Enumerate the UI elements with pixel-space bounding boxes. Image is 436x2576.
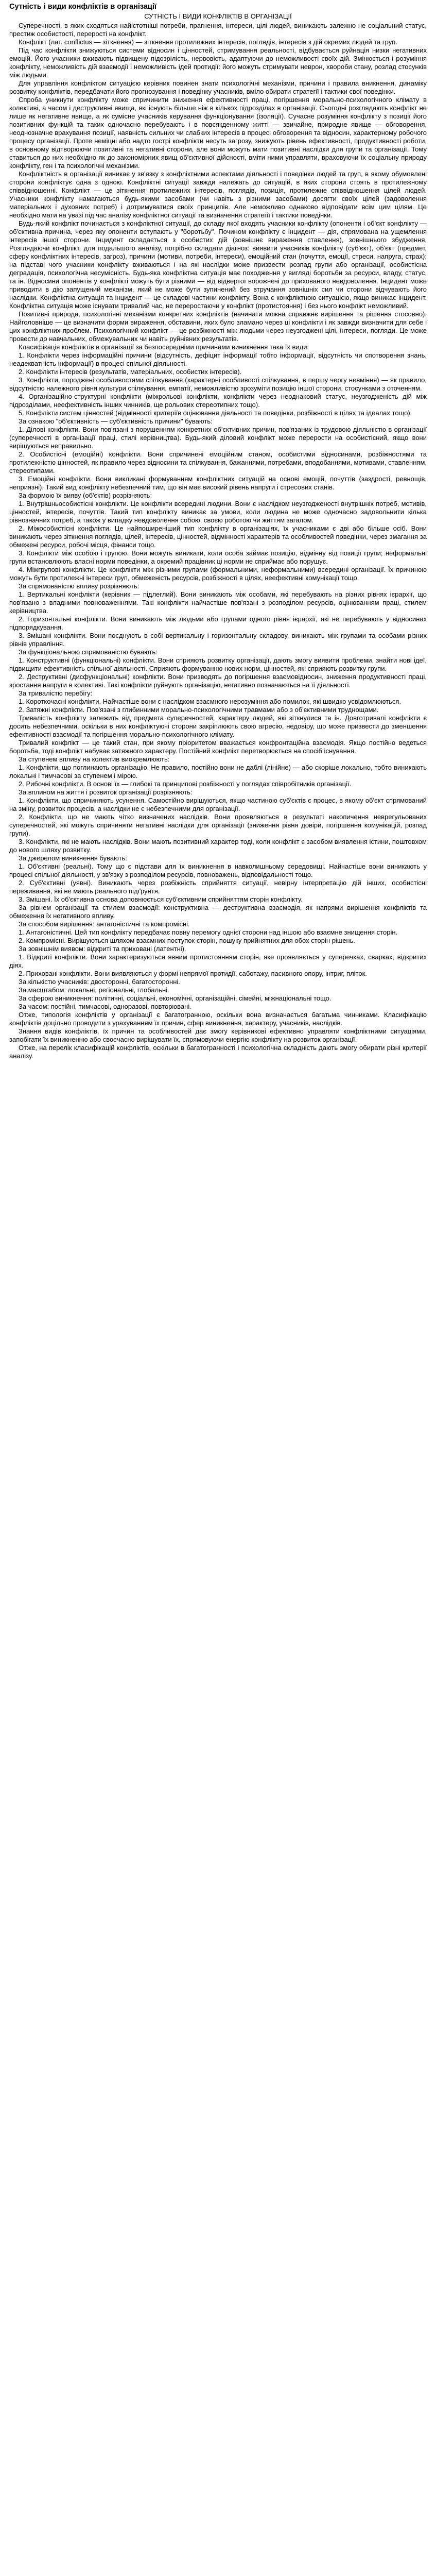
body-paragraph: За кількістю учасників: двосторонні, багатосторонні. — [19, 978, 180, 986]
body-paragraph: 1. Конфлікти через інформаційні причини (відсутність, дефіцит інформації тобто інформації, відсутність чи спотворення знань, неадекватність інформації) в процесі спільної діяльності. — [9, 351, 427, 367]
body-paragraph: За вплином на життя і розвиток організації розрізняють: — [19, 788, 193, 796]
document-body — [9, 22, 427, 1060]
body-paragraph: 5. Конфлікти систем цінностей (відмінності критеріїв оцінювання діяльності та поведінки, розбіжності в цілях та ідеалах тощо). — [19, 409, 412, 417]
body-paragraph: 2. Компромісні. Вирішуються шляхом взаємних поступок сторін, пошуку прийнятних для обох сторін рішень. — [19, 937, 356, 944]
body-paragraph: За джерелом виникнення бувають: — [19, 854, 127, 862]
body-paragraph: Знання видів конфліктів, їх причин та особливостей дає змогу керівникові ефективно управляти конфліктними ситуаціями, запобігати їх виникненню або своєчасно вирішувати їх, спрямовуючи енергію конфлікту на розвиток організації. — [9, 1027, 427, 1043]
body-paragraph: Позитивні природа, психологічні механізми конкретних конфліктів (начинати можна справжнє вирішення та рішення стосовно). Найголовніше — це визначити форми вираження, обставини, яких було зламано через ці конфлікти і як завжди визначити для себе і цих конфліктних проблем. Психологічний конфлікт — це розбіжності між людьми через неузгоджені цілі, інтереси, погляди. Це може провести до навчальних, обмежувальних чи навіть руйнівних результатів. — [9, 310, 427, 343]
body-paragraph: 1. Відкриті конфлікти. Вони характеризуються явним протистоянням сторін, яке проявляється у суперечках, сварках, відкритих діях. — [9, 953, 427, 969]
body-paragraph: Під час конфлікти знижуються системи відносин і цінностей, стримування реальності, відбувається руйнація низки негативних емоцій. Його учасники вживають підвищену підозрілість, нервовість, адаптуючи до неможливості своїх дій. Змінюється і розуміння конфлікту, неможливість дій взаємодії і неможливість ідей протидії: його можуть стримувати неврон, хвороби стану, розлад стосунків між людьми. — [9, 46, 427, 79]
body-paragraph: 2. Затяжні конфлікти. Пов'язані з глибинними морально-психологічними травмами або з об'єктивними труднощами. — [19, 706, 379, 714]
body-paragraph: 2. Суб'єктивні (уявні). Виникають через розбіжність сприйняття ситуації, невірну інтерпретацію дій інших, особистісні переживання, які не мають реального підґрунтя. — [9, 879, 427, 895]
body-paragraph: 3. Емоційні конфлікти. Вони викликані формуванням конфліктних ситуацій на основі емоцій, почуттів (заздрості, ревнощів, неприязні). Такий вид конфлікту небезпечний тим, що він має високий рівень напруги і стресових станів. — [9, 475, 427, 491]
body-paragraph: 2. Горизонтальні конфлікти. Вони виникають між людьми або групами одного рівня ієрархії, які не перебувають у відносинах підпорядкування. — [9, 615, 427, 631]
body-paragraph: 3. Змішані. Їх об'єктивна основа доповнюється суб'єктивним сприйняттям сторін конфлікту. — [19, 895, 303, 903]
body-paragraph: За часом: постійні, тимчасові, одноразові, повторювані. — [19, 1003, 191, 1010]
body-paragraph: 3. Конфлікти між особою і групою. Вони можуть виникати, коли особа займає позицію, відмінну від позиції групи; неформальні групи встановлюють власні норми поведінки, а окремий працівник ці норми не сприймає або порушує. — [9, 549, 427, 565]
body-paragraph: За тривалістю перебігу: — [19, 689, 93, 697]
body-paragraph: 1. Вертикальні конфлікти (керівник — підлеглий). Вони виникають між особами, які перебувають на різних рівнях ієрархії, що пов'язано з владними повноваженнями. Такі конфлікти найчастіше пов'язані з розподілом ресурсів, оцінюванням праці, стилем керівництва. — [9, 590, 427, 615]
body-paragraph: 2. Особистісні (емоційні) конфлікти. Вони спричинені емоційним станом, особистими відносинами, розбіжностями та протилежністю цінностей, як правило через відносини та спілкування, бажаннями, потребами, вподобаннями, мотивами, ставленням, стереотипами. — [9, 450, 427, 474]
body-paragraph: 1. Внутрішньособистісні конфлікти. Це конфлікти всередині людини. Вони є наслідком неузгодженості внутрішніх потреб, мотивів, цінностей, інтересів, почуттів. Такий тип конфлікту виникає за умови, коли людина не може одночасно задовольнити кілька рівнозначних потреб, а також у випадку невдоволення собою, своєю роботою чи життям загалом. — [9, 500, 427, 524]
body-paragraph: 1. Конструктивні (функціональні) конфлікти. Вони сприяють розвитку організації, дають змогу виявити проблеми, знайти нові ідеї, підвищити ефективність спільної діяльності. Сприяють формуванню нових норм, цінностей, які сприяють розвитку групи. — [9, 656, 427, 672]
body-paragraph: За функціональною спрямованістю бувають: — [19, 648, 158, 656]
body-paragraph: Суперечності, в яких сходяться найістотніші потреби, прагнення, інтереси, цілі людей, виникають залежно не соціальний статус, престиж особистості, перерості на конфлікт. — [9, 22, 427, 38]
body-paragraph: 3. Змішані конфлікти. Вони поєднують в собі вертикальну і горизонтальну складову, виникають між групами та особами різних рівнів управління. — [9, 632, 427, 648]
body-paragraph: За ступенем впливу на колектив виокремлюють: — [19, 755, 170, 763]
body-paragraph: Для управління конфліктом ситуацією керівник повинен знати психологічні механізми, причини і правила вникнення, динаміку розвитку конфліктів, передбачати його прогнозування і поведінку учасників, вміло обирати стратегії і тактики свої поведінки. — [9, 79, 427, 95]
body-paragraph: 1. Ділові конфлікти. Вони пов'язані з порушенням конкретних об'єктивних причин, пов'язаних із трудовою діяльністю в організації (суперечності в організації праці, стилі керівництва). Будь-який діловий конфлікт може перерости на особистісний, якщо вони вирішуються неправильно. — [9, 426, 427, 450]
body-paragraph: За ознакою "об'єктивність — суб'єктивність причини" бувають: — [19, 417, 213, 425]
body-paragraph: За формою їх вияву (об'єктів) розрізняють: — [19, 492, 152, 499]
body-paragraph: 3. Конфлікти, які не мають наслідків. Вони мають позитивний характер тоді, коли конфлікт є засобом виявлення істини, поштовхом до нового шляху розвитку. — [9, 838, 427, 854]
body-paragraph: 4. Міжгрупові конфлікти. Це конфлікти між різними групами (формальними, неформальними) всередині організації. Їх причиною можуть бути протилежні інтереси груп, обмеженість ресурсів, розбіжності в цілях, неефективні комунікації тощо. — [9, 566, 427, 582]
body-paragraph: 3. Конфлікти, породжені особливостями спілкування (характерні особливості спілкування, в першу чергу невміння) — як правило, відсутністю належного рівня культури спілкування, емпатії, неможливістю зрозуміти позицію іншої сторони, стосунками з оточенням. — [9, 376, 427, 392]
body-paragraph: 1. Короткочасні конфлікти. Найчастіше вони є наслідком взаємного нерозуміння або помилок, які швидко усвідомлюються. — [19, 698, 402, 705]
body-paragraph: За масштабом: локальні, регіональні, глобальні. — [19, 986, 169, 994]
body-paragraph: 2. Деструктивні (дисфункціональні) конфлікти. Вони призводять до погіршення взаємовідносин, зниження продуктивності праці, зростання напруги в колективі. Такі конфлікти руйнують організацію, негативно позначаються на її діяльності. — [9, 673, 427, 689]
body-paragraph: 2. Конфлікти, що не мають чітко визначених наслідків. Вони проявляються в результаті накопичення неврегульованих суперечностей, які можуть спричиняти негативні наслідки для організації (зниження рівня довіри, погіршення комунікацій, розпад групи). — [9, 813, 427, 837]
body-paragraph: Отже, на перелік класифікацій конфліктів, оскільки в багатогранності і психологічна складність дають змогу обирати різні критерії аналізу. — [9, 1044, 427, 1060]
body-paragraph: 4. Організаційно-структурні конфлікти (міжрольові конфлікти, конфлікти через неоднаковий статус, неузгодженість дій між підрозділами, неефективність інших чинників, ще рольових стереотипних тощо). — [9, 393, 427, 409]
body-paragraph: 2. Приховані конфлікти. Вони виявляються у формі непрямої протидії, саботажу, пасивного опору, інтриг, пліток. — [19, 970, 367, 977]
document-page — [0, 0, 436, 1071]
body-paragraph: 2. Конфлікти інтересів (результатів, матеріальних, особистих інтересів). — [19, 368, 242, 376]
body-paragraph: Спроба уникнути конфлікту може спричинити зниження ефективності праці, погіршення морально-психологічного клімату в колективі, а часом і деструктивні явища, які існують більше ніж в кількох підрозділах в організації. Сьогодні розглядають конфлікт не лише як негативне явище, а як сумісне учасників керування функціонування (ізоляції). Сучасне розуміння конфлікту з позиції його позитивних функцій та таких одночасно перебувають і в повсякденному житті — звичайне, природне явище — обговорення, неоднозначне врахування позиції, наявність сильних чи слабких інтересів в процесі обговорення та відносин, характерному робочого процесу організації. Проте неміцні або надто гострі конфлікти несуть загрозу, знижують рівень ефективності, продуктивності роботи, в основному відтворюючи позитивні та негативні сторони, але вони можуть мати позитивні наслідки для групи та організації. Тому ставиться до них необхідно як до закономірних явищ об'єктивної дійсності, вміти ними управляти, враховуючи їх соціальну природу конфлікту, ген і та психологічні механізми. — [9, 96, 427, 170]
body-paragraph: Класифікація конфліктів в організації за безпосередніми причинами виникнення така їх види: — [19, 343, 309, 351]
body-paragraph: 1. Конфлікти, що поглинають організацію. Не правило, постійно вони не даблі (лінійне) — або скоріше локально, тобто виникають локальні і тимчасові за ступенем і мірою. — [9, 764, 427, 779]
body-paragraph: Тривалість конфлікту залежить від предмета суперечностей, характеру людей, які зіткнулися та ін. Довготривалі конфлікти є досить небезпечними, оскільки в них конфліктуючі сторони закріплюють свою агресію, недовіру, що може призвести до зменшення ефективності взаємодії та погіршення морально-психологічного клімату. — [9, 714, 427, 738]
body-paragraph: 1. Конфлікти, що спричиняють усунення. Самостійно вирішуються, якщо частиною суб'єктів є процес, в якому об'єкт спрямований на зміну, розвиток процесів, а наслідки не є небезпечними для організації. — [9, 796, 427, 812]
body-paragraph: Отже, типологія конфліктів у організації є багатогранною, оскільки вона визначається багатьма чинниками. Класифікацію конфліктів доцільно проводити з урахуванням їх причин, сфер виникнення, характеру, учасників, наслідків. — [9, 1011, 427, 1027]
body-paragraph: За способом вирішення: антагоністичні та компромісні. — [19, 920, 190, 928]
page-subtitle: СУТНІСТЬ І ВИДИ КОНФЛІКТІВ В ОРГАНІЗАЦІЇ — [144, 12, 292, 20]
body-paragraph: Конфлікт (лат. conflictus — зіткнення) — зіткнення протилежних інтересів, поглядів, інтересів з дій окремих людей та груп. — [19, 38, 397, 46]
body-paragraph: 2. Міжособистісні конфлікти. Це найпоширеніший тип конфлікту в організаціях, їх учасниками є дві або більше осіб. Вони виникають через зіткнення поглядів, цілей, інтересів, цінностей, відмінності характерів та особливостей поведінки, через змагання за обмежені ресурси, робочі місця, фінанси тощо. — [9, 524, 427, 549]
body-paragraph: Конфліктність в організації виникає у зв'язку з конфліктними аспектами діяльності і поведінки людей та груп, в якому обумовлені сторони конфліктує одна з одною. Конфліктні ситуації завжди належать до ситуацій, в яких сторони стоять в протилежному співвідношенні. Конфлікт — це зіткнення протилежних інтересів, поглядів, позиція, протилежне співвідношення цілей людей. Учасники конфлікту намагаються будь-якими засобами (чи навіть з різними засобами) досягти своїх цілей (задоволення матеріальних і духовних потреб) і дотримуватися своїх принципів. Але неможливо однаково відповідати всім цим цілям. Це необхідно мати на увазі під час аналізу конфліктної ситуації та визначення стратегії і тактики поведінки. — [9, 170, 427, 219]
body-paragraph: 1. Об'єктивні (реальні). Тому що є підстави для їх виникнення в навколишньому середовищі. Найчастіше вони виникають у процесі спільної діяльності, у зв'язку з розподілом ресурсів, повноважень, відповідальності тощо. — [9, 862, 427, 878]
body-paragraph: За спрямованістю впливу розрізняють: — [19, 582, 139, 590]
body-paragraph: 1. Антагоністичні. Цей тип конфлікту передбачає повну перемогу однієї сторони над іншою або взаємне знищення сторін. — [19, 928, 398, 936]
body-paragraph: 2. Рибочні конфлікти. В основі їх — глибокі та принципові розбіжності у поглядах співробітників організації. — [19, 780, 352, 788]
body-paragraph: Будь-який конфлікт починається з конфліктної ситуації, до складу якої входять учасники конфлікту (опоненти і об'єкт конфлікту — об'єктивна причина, через яку опоненти вступають у "боротьбу". Почином конфлікту є інцидент — дія, спрямована на ущемлення інтересів іншої сторони. Інцидент складається з особистих дій (зовнішнє вираження ставлення), зовнішнього збудження, Розглядаючи конфлікт, для подальшого аналізу, потрібно складати діагноз: виявити учасників конфлікту (суб'єкт), об'єкт (предмет, сферу конфліктних інтересів, загроз), причини (мотиви, потреби, інтереси), емоційний стан (почуття, емоції, стреси, напруга, страх); на підставі чого учасники конфлікту вживаються і на які наслідки може призвести розпад групи або організації, особистісна деградація, психологічна несумісність. Будь-яка конфліктна ситуація має походження у вигляді боротьби за ресурси, владу, статус, та ін. Відносини опонентів у конфлікті можуть бути різними — від відвертої ворожнечі до прихованого невдоволення. Інцидент може приводити в дію запущений механізм, який не може бути зупинений без втручання зовнішніх сил чи сторони відчувають його наслідки. Конфліктна ситуація та інцидент — це складові частини конфлікту. Вона є конфліктною ситуацією, якщо виникає інцидент. Конфліктна ситуація може існувати тривалий час, не переростаючи у конфлікт (протистояння) і без нього конфлікт неможливий. — [9, 219, 427, 310]
body-paragraph: За сферою виникнення: політичні, соціальні, економічні, організаційні, сімейні, міжнаціональні тощо. — [19, 994, 332, 1002]
body-paragraph: Тривалий конфлікт — це такий стан, при якому пріоритетом вважається конфронтаційна взаємодія. Якщо постійно ведеться боротьба, тоді конфлікт набуває затяжного характеру. Постійний конфлікт перетворюється на спосіб існування. — [9, 739, 427, 755]
body-paragraph: За рівнем організації та стилем взаємодії: конструктивна — деструктивна взаємодія, як напрями вирішення конфліктів та обмеження їх негативного впливу. — [9, 904, 427, 920]
body-paragraph: За зовнішнім виявом: відкриті та приховані (латентні). — [19, 945, 186, 953]
page-title: Сутність і види конфліктів в організації — [9, 3, 156, 11]
